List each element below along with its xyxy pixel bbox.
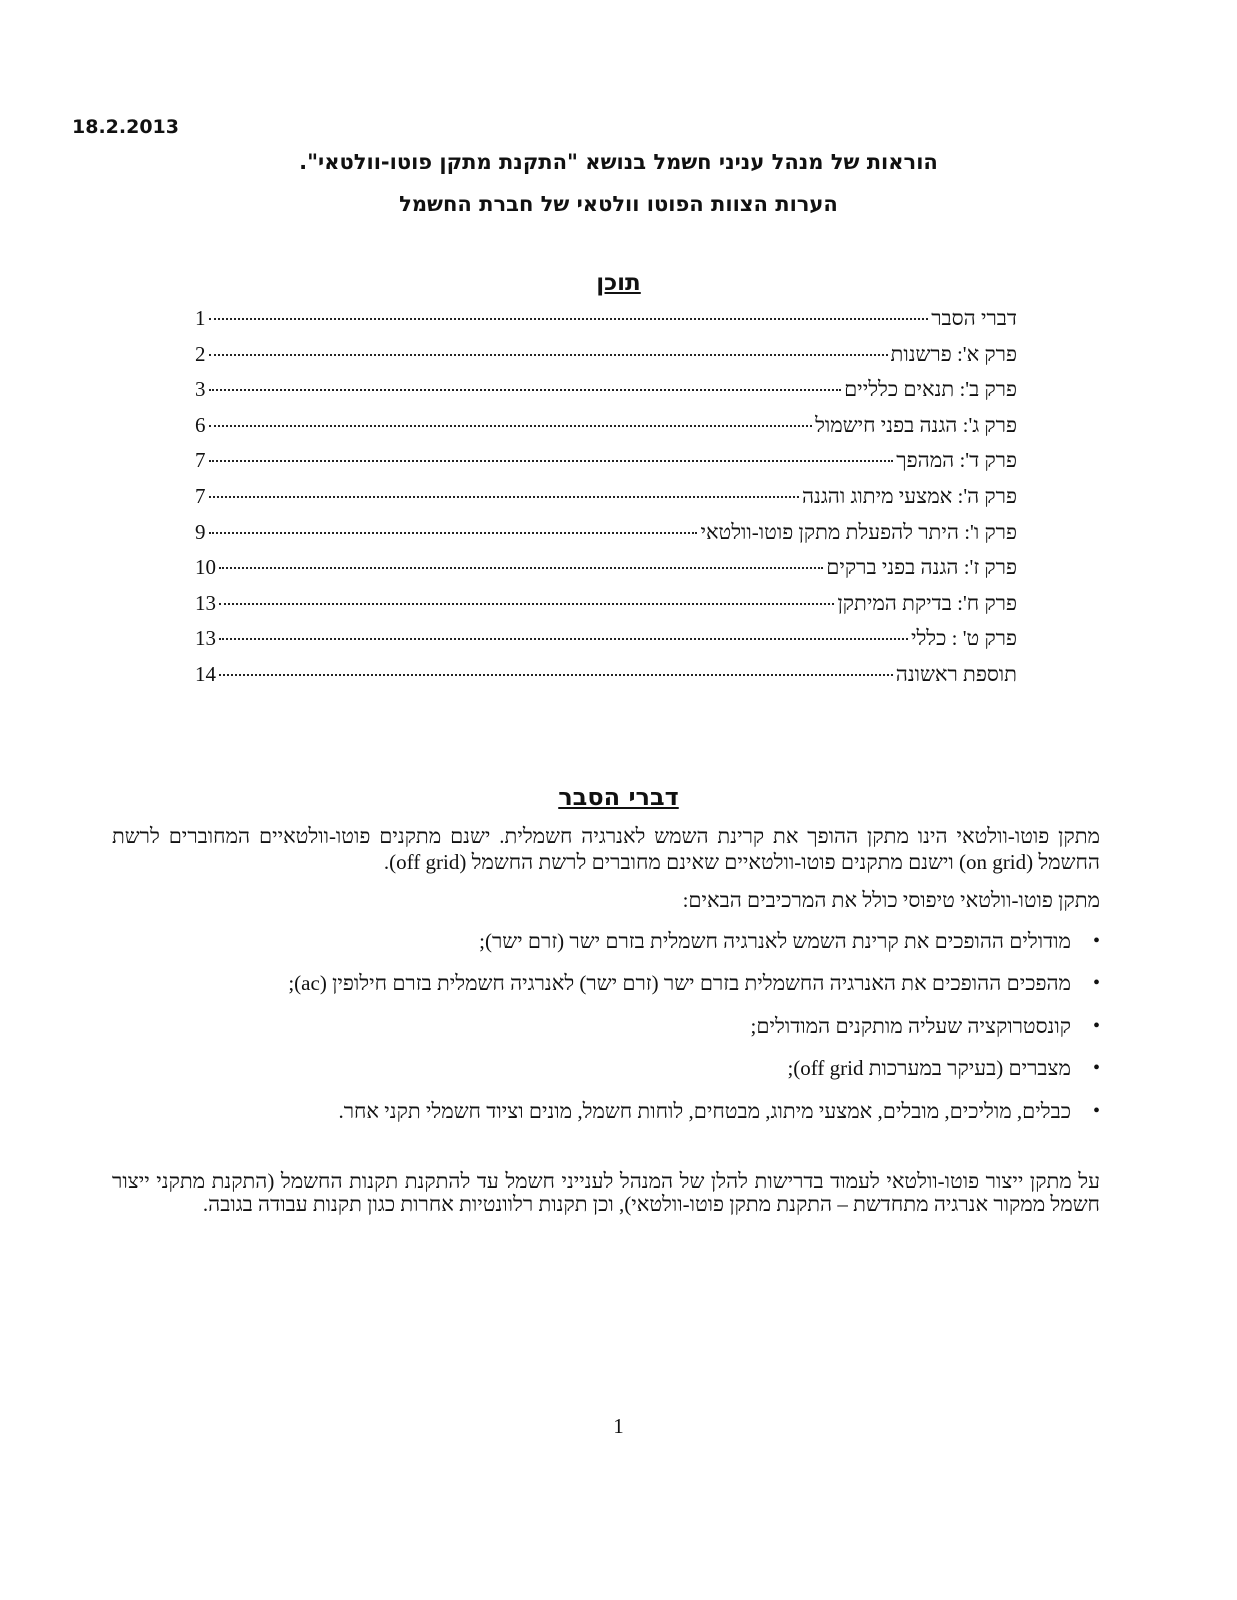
toc-entry [195, 306, 1017, 342]
toc-entry [195, 484, 1017, 520]
toc-entry [195, 520, 1017, 556]
toc-entry-page: 13 [195, 626, 216, 651]
toc-leader [219, 638, 908, 640]
toc-leader [219, 674, 893, 676]
toc-entry [195, 555, 1017, 591]
toc-entry [195, 413, 1017, 449]
requirements-paragraph: על מתקן ייצור פוטו-וולטאי לעמוד בדרישות להלן של המנהל לענייני חשמל עד להתקנת תקנות החשמל (התקנת מתקני ייצור חשמל ממקור אנרגיה מתחדשת – התקנת מתקן פוטו-וולטאי), וכן תקנות רלוונטיות אחרות כגון תקנות עבודה בגובה. [112, 1169, 1100, 1216]
toc-entry-label: פרק ב': תנאים כלליים [844, 377, 1017, 402]
toc-entry-page: 13 [195, 590, 216, 615]
toc-entry [195, 626, 1017, 662]
toc-entry-page: 14 [195, 661, 216, 686]
toc-entry-label: פרק ז': הגנה בפני ברקים [826, 555, 1017, 580]
list-item: • כבלים, מוליכים, מובלים, אמצעי מיתוג, מבטחים, לוחות חשמל, מונים וציוד חשמלי תקני אחר. [112, 1098, 1100, 1140]
toc-entry-label: פרק ט' : כללי [910, 626, 1017, 651]
list-item: • מהפכים ההופכים את האנרגיה החשמלית בזרם ישר (זרם ישר) לאנרגיה חשמלית בזרם חילופין (ac); [112, 970, 1100, 1012]
toc-entry-label: פרק א': פרשנות [890, 341, 1017, 366]
toc-entry-page: 7 [195, 483, 206, 508]
components-list [112, 928, 1100, 1140]
toc-entry-page: 2 [195, 341, 206, 366]
toc-entry-label: פרק ח': בדיקת המיתקן [837, 590, 1017, 615]
toc-entry-page: 1 [195, 306, 206, 330]
toc-entry-page: 9 [195, 519, 206, 544]
toc-entry [195, 448, 1017, 484]
table-of-contents [195, 306, 1017, 698]
toc-entry-label: תוספת ראשונה [895, 661, 1017, 686]
toc-leader [209, 460, 894, 462]
toc-leader [209, 532, 698, 534]
toc-entry-label: פרק ד': המהפך [896, 448, 1017, 473]
document-title: הוראות של מנהל עניני חשמל בנושא "התקנת מתקן פוטו-וולטאי". [299, 150, 938, 174]
document-subtitle: הערות הצוות הפוטו וולטאי של חברת החשמל [399, 192, 838, 216]
components-intro: מתקן פוטו-וולטאי טיפוסי כולל את המרכיבים הבאים: [682, 888, 1100, 912]
toc-entry-page: 10 [195, 555, 216, 580]
toc-entry-page: 3 [195, 377, 206, 402]
toc-leader [219, 603, 834, 605]
toc-entry-page: 6 [195, 412, 206, 437]
intro-paragraph: מתקן פוטו-וולטאי הינו מתקן ההופך את קרינת השמש לאנרגיה חשמלית. ישנם מתקנים פוטו-וולטאיים המחוברים לרשת החשמל (on grid) וישנם מתקנים פוטו-וולטאיים שאינם מחוברים לרשת החשמל (off grid). [112, 824, 1100, 874]
toc-leader [209, 354, 888, 356]
section-heading: דברי הסבר [558, 783, 679, 811]
toc-entry-label: פרק ה': אמצעי מיתוג והגנה [801, 483, 1017, 508]
toc-leader [209, 425, 813, 427]
toc-leader [219, 567, 823, 569]
list-item: • קונסטרוקציה שעליה מותקנים המודולים; [112, 1013, 1100, 1055]
toc-entry [195, 342, 1017, 378]
list-item: • מצברים (בעיקר במערכות off grid); [112, 1055, 1100, 1097]
toc-heading: תוכן [596, 270, 641, 296]
document-date: 18.2.2013 [72, 116, 179, 138]
toc-leader [209, 496, 799, 498]
toc-entry [195, 591, 1017, 627]
toc-entry [195, 377, 1017, 413]
toc-entry [195, 662, 1017, 698]
toc-leader [209, 389, 842, 391]
toc-entry-label: פרק ו': היתר להפעלת מתקן פוטו-וולטאי [700, 519, 1017, 544]
list-item: • מודולים ההופכים את קרינת השמש לאנרגיה חשמלית בזרם ישר (זרם ישר); [112, 928, 1100, 970]
page-number: 1 [613, 1414, 624, 1438]
toc-entry-label: דברי הסבר [931, 306, 1017, 330]
toc-leader [209, 318, 929, 320]
toc-entry-page: 7 [195, 448, 206, 473]
toc-entry-label: פרק ג': הגנה בפני חישמול [815, 412, 1017, 437]
